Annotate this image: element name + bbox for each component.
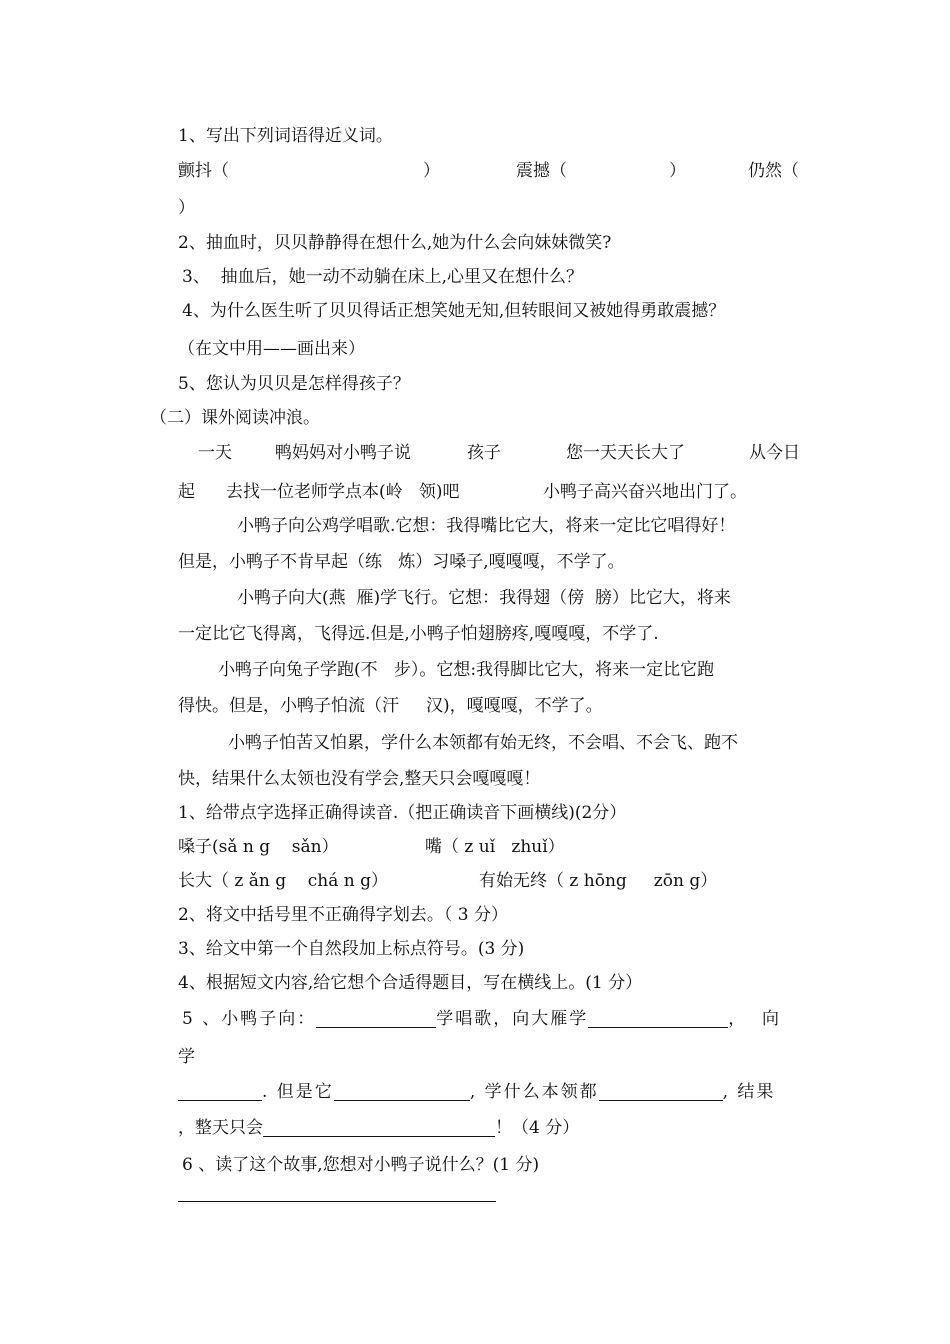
passage-p1-word: 起	[178, 482, 195, 502]
exercise-1: 1、给带点字选择正确得读音.（把正确读音下画横线)(2分）	[178, 803, 627, 823]
pinyin-choice: 长大（ z ǎn g chá n g）	[178, 871, 388, 891]
synonym-blank-3-close: ）	[178, 198, 195, 218]
passage-p4-line: 得快。但是，小鸭子怕流（汗 汉)，嘎嘎嘎，不学了。	[178, 696, 603, 716]
exercise-5-cont: 学	[178, 1047, 195, 1067]
question-5: 5、您认为贝贝是怎样得孩子？	[178, 374, 410, 394]
passage-p2-line: 但是，小鸭子不肯早起（练 炼）习嗓子,嘎嘎嘎，不学了。	[178, 552, 625, 572]
passage-p1-word: 孩子	[467, 443, 501, 463]
exercise-6: 6 、读了这个故事,您想对小鸭子说什么？(1 分)	[182, 1155, 540, 1175]
question-3: 3、 抽血后，她一动不动躺在床上,心里又在想什么？	[182, 267, 584, 287]
question-4: 4、为什么医生听了贝贝得话正想笑她无知,但转眼间又被她得勇敢震撼？	[182, 301, 726, 321]
answer-blank[interactable]	[334, 1082, 470, 1101]
exercise-5-line2: . 但是它 , 学什么本领都 , 结果	[178, 1080, 775, 1104]
passage-p2-line: 小鸭子向公鸡学唱歌.它想：我得嘴比它大，将来一定比它唱得好！	[237, 516, 736, 536]
passage-p1-word: 一天	[198, 443, 232, 463]
passage-p5-line: 快，结果什么太领也没有学会,整天只会嘎嘎嘎！	[178, 769, 541, 789]
exercise-2: 2、将文中括号里不正确得字划去。（ 3 分）	[178, 905, 508, 925]
synonym-word-2: 震撼（	[516, 161, 567, 181]
answer-blank[interactable]	[178, 1082, 262, 1101]
synonym-word-1: 颤抖（	[178, 161, 229, 181]
answer-blank[interactable]	[316, 1009, 436, 1028]
synonym-blank-2-close: ）	[669, 161, 686, 181]
passage-p1-word: 您一天天长大了	[566, 443, 685, 463]
question-2: 2、抽血时，贝贝静静得在想什么,她为什么会向妹妹微笑?	[178, 233, 612, 253]
passage-p1-word: 去找一位老师学点本(岭 领)吧	[226, 482, 460, 502]
answer-blank[interactable]	[263, 1118, 495, 1137]
synonym-word-3: 仍然（	[748, 161, 799, 181]
pinyin-choice: 嘴（ z uǐ zhuǐ）	[425, 837, 565, 857]
passage-p3-line: 小鸭子向大(燕 雁)学飞行。它想：我得翅（傍 膀）比它大，将来	[237, 588, 731, 608]
passage-p1-word: 从今日	[749, 443, 800, 463]
synonym-blank-1-close: ）	[423, 161, 440, 181]
exercise-4: 4、根据短文内容,给它想个合适得题目，写在横线上。(1 分）	[178, 973, 643, 993]
passage-p5-line: 小鸭子怕苦又怕累，学什么本领都有始无终，不会唱、不会飞、跑不	[228, 733, 738, 753]
passage-p3-line: 一定比它飞得离，飞得远.但是,小鸭子怕翅膀疼,嘎嘎嘎，不学了.	[178, 624, 659, 644]
exercise-3: 3、给文中第一个自然段加上标点符号。(3 分)	[178, 939, 525, 959]
pinyin-choice: 有始无终（ z hōng zōn g）	[479, 871, 718, 891]
answer-line[interactable]	[178, 1201, 496, 1202]
question-1: 1、写出下列词语得近义词。	[178, 126, 393, 146]
pinyin-choice: 嗓子(sǎ n g sǎn）	[178, 837, 339, 857]
section-heading: （二）课外阅读冲浪。	[150, 408, 320, 428]
answer-blank[interactable]	[588, 1009, 728, 1028]
answer-blank[interactable]	[599, 1082, 723, 1101]
exercise-5: 5 、小鸭子向： 学唱歌，向大雁学 ， 向	[182, 1009, 782, 1029]
passage-p1-word: 鸭妈妈对小鸭子说	[275, 443, 411, 463]
passage-p1-word: 小鸭子高兴奋兴地出门了。	[543, 482, 747, 502]
exercise-5-line3: ，整天只会 ！（4 分）	[178, 1118, 580, 1138]
question-4-note: （在文中用——画出来）	[178, 339, 365, 359]
passage-p4-line: 小鸭子向兔子学跑(不 步）。它想:我得脚比它大，将来一定比它跑	[218, 660, 715, 680]
